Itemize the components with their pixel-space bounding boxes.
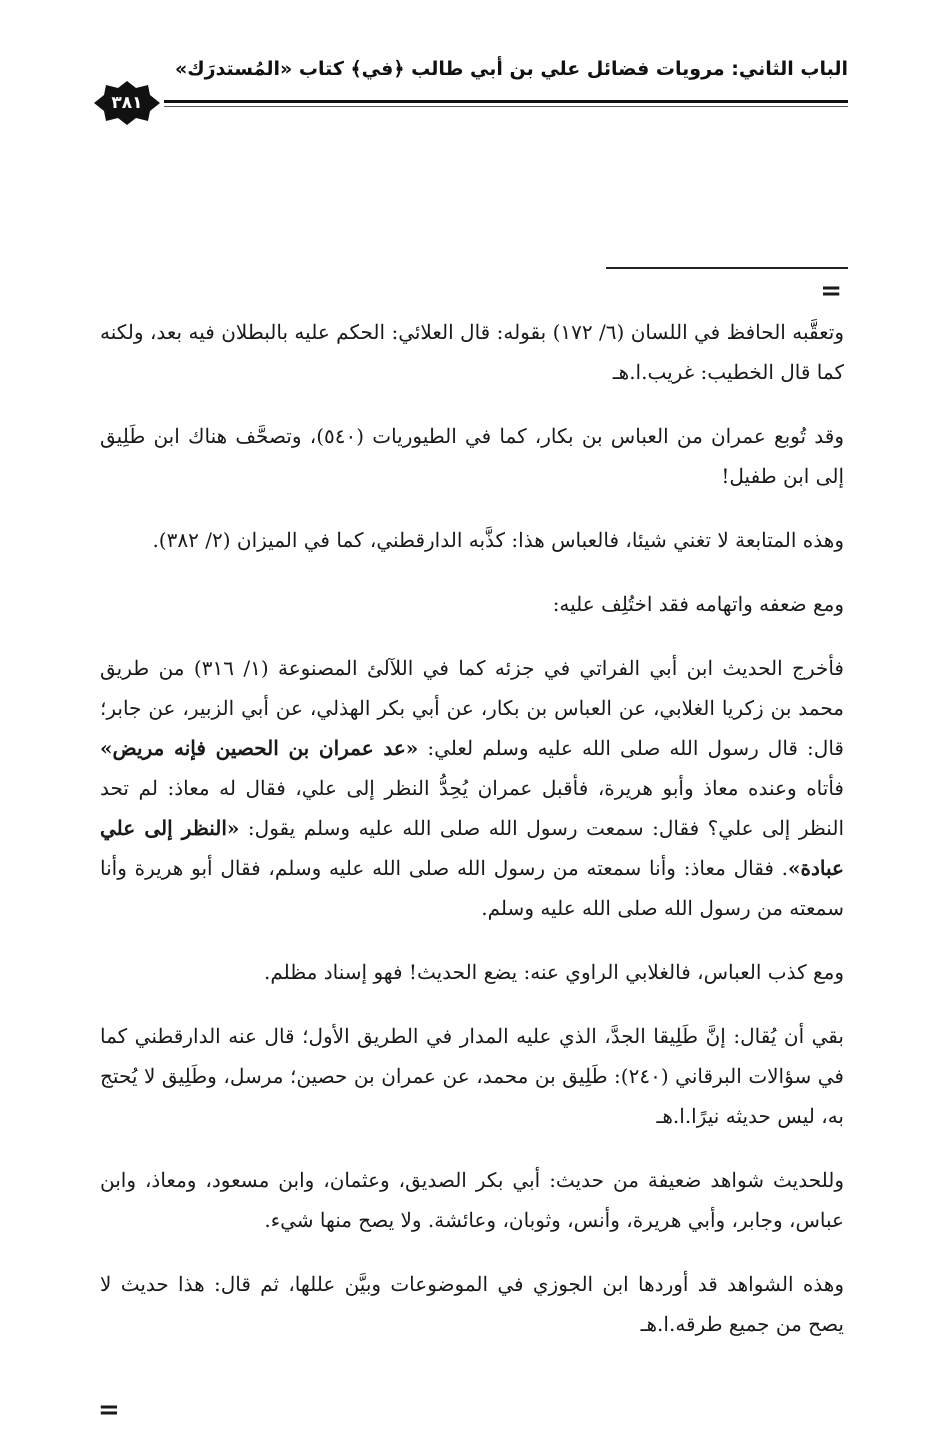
paragraph xyxy=(100,1160,844,1240)
paragraph-text: فأتاه وعنده معاذ وأبو هريرة، فأقبل عمران يُحِدُّ النظر إلى علي، فقال له معاذ: لم تحد النظر إلى علي؟ فقال: سمعت رسول الله صلى الله عليه وسلم يقول: xyxy=(100,776,844,840)
running-title: الباب الثاني: مرويات فضائل علي بن أبي طالب ﴿في﴾ كتاب «المُستدرَك» xyxy=(174,58,848,80)
page-number: ٣٨١ xyxy=(111,93,143,113)
page-number-badge xyxy=(92,80,162,126)
hadith-text: «عد عمران بن الحصين فإنه مريض» xyxy=(100,736,419,760)
paragraph-text: وهذه الشواهد قد أوردها ابن الجوزي في الموضوعات وبيَّن عللها، ثم قال: هذا حديث لا يصح من جميع طرقه.ا.هـ xyxy=(100,1272,844,1336)
footnote-body xyxy=(100,312,844,1368)
paragraph xyxy=(100,584,844,624)
header-rule xyxy=(164,100,848,103)
paragraph-text: فأخرج الحديث ابن أبي الفراتي في جزئه كما في اللآلئ المصنوعة (١/ ٣١٦) من طريق محمد بن زكريا الغلابي، عن العباس بن بكار، عن أبي بكر الهذلي، عن أبي الزبير، عن جابر؛ قال: قال رسول الله صلى الله عليه وسلم لعلي: xyxy=(100,656,844,760)
paragraph-text: ومع ضعفه واتهامه فقد اختُلِف عليه: xyxy=(552,592,844,616)
continuation-mark-top: = xyxy=(820,276,842,306)
paragraph-text: وتعقَّبه الحافظ في اللسان (٦/ ١٧٢) بقوله: قال العلائي: الحكم عليه بالبطلان فيه بعد، ولكنه كما قال الخطيب: غريب.ا.هـ xyxy=(100,320,844,384)
paragraph-text: بقي أن يُقال: إنَّ طَلِيقا الجدَّ، الذي عليه المدار في الطريق الأول؛ قال عنه الدارقطني كما في سؤالات البرقاني (٢٤٠): طَلِيق بن محمد، عن عمران بن حصين؛ مرسل، وطَلِيق لا يُحتج به، ليس حديثه نيرًا.ا.هـ xyxy=(100,1024,844,1128)
paragraph xyxy=(100,1264,844,1344)
paragraph xyxy=(100,416,844,496)
paragraph xyxy=(100,1016,844,1136)
paragraph-text: وهذه المتابعة لا تغني شيئا، فالعباس هذا: كذَّبه الدارقطني، كما في الميزان (٢/ ٣٨٢). xyxy=(152,528,844,552)
page-header xyxy=(92,58,848,128)
paragraph-text: ومع كذب العباس، فالغلابي الراوي عنه: يضع الحديث! فهو إسناد مظلم. xyxy=(263,960,844,984)
paragraph xyxy=(100,648,844,928)
paragraph-text: وقد تُوبع عمران من العباس بن بكار، كما في الطيوريات (٥٤٠)، وتصحَّف هناك ابن طَلِيق إلى ابن طفيل! xyxy=(100,424,844,488)
paragraph xyxy=(100,312,844,392)
footnote-separator xyxy=(606,267,848,269)
header-rule-thin xyxy=(164,106,848,107)
paragraph xyxy=(100,520,844,560)
paragraph xyxy=(100,952,844,992)
paragraph-text: . فقال معاذ: وأنا سمعته من رسول الله صلى الله عليه وسلم، فقال أبو هريرة وأنا سمعته من رسول الله صلى الله عليه وسلم. xyxy=(100,856,844,920)
paragraph-text: وللحديث شواهد ضعيفة من حديث: أبي بكر الصديق، وعثمان، وابن مسعود، ومعاذ، وابن عباس، وجابر، وأبي هريرة، وأنس، وثوبان، وعائشة. ولا يصح منها شيء. xyxy=(100,1168,844,1232)
hadith-text: «النظر إلى علي عبادة» xyxy=(100,816,844,880)
continuation-mark-bottom: = xyxy=(98,1395,120,1425)
